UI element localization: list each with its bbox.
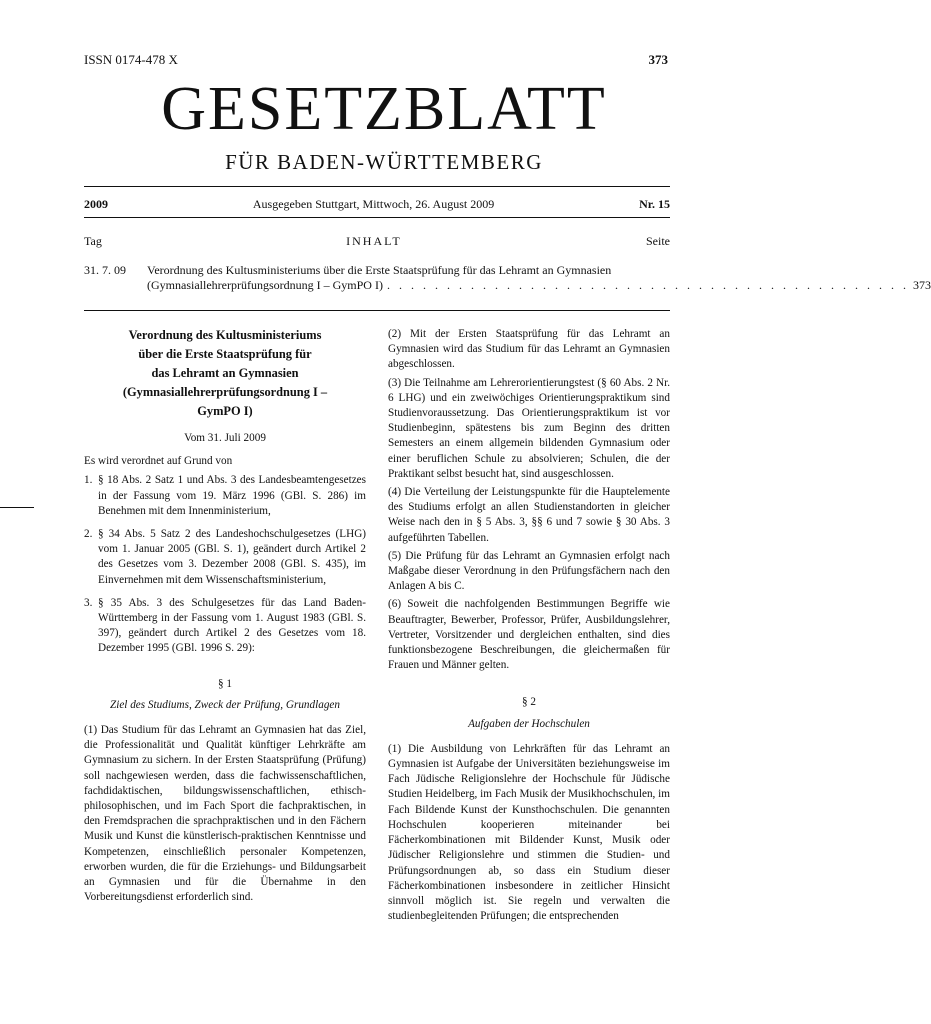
section-1-paragraph: (6) Soweit die nachfolgenden Bestimmungen Begriffe wie Beauftragter, Bewerber, Professor, Prüfer, Ausbildungslehrer, Vertreter, Vorsitzender und dergleichen enthalten, sind dies funktionsbezogene Beschreibungen, die gleichermaßen für Frauen und Männer gelten. [388,598,670,672]
section-1-paragraph: (4) Die Verteilung der Leistungspunkte für die Hauptelemente des Studiums erfolgt an allen Studienstandorten in gleicher Weise nach den in § 5 Abs. 3, §§ 6 und 7 sowie § 30 Abs. 3 aufgeführten Tabellen. [388,486,670,544]
toc-header [84,234,670,249]
regulation-title [94,326,356,421]
toc-entry[interactable] [147,263,931,293]
toc-col-day: Tag [84,234,102,248]
section-2-paragraph: (1) Die Ausbildung von Lehrkräften für das Lehramt an Gymnasien ist Aufgabe der Universitäten beziehungsweise im Fach Jüdische Religionslehre der Hochschule für Jüdische Studien Heidelberg, im Fach Musik der Musikhochschulen, im Fach Bildende Kunst der Kunsthochschulen. Die genannten Hochschulen kooperieren miteinander bei Fächerkombinationen mit Bildender Kunst, Musik oder Jüdischer Religionslehre und stimmen die Studien- und Prüfungsordnungen ab, so dass ein Studium dieser Fächerkombinationen insbesondere in zeitlicher Hinsicht sinnvoll möglich ist. Sie regeln und verwalten die studienbegleitenden Prüfungen; die entsprechenden [388,742,670,923]
regulation-title-line: das Lehramt an Gymnasien [151,366,299,380]
regulation-title-line: Verordnung des Kultusministeriums [128,328,322,342]
issue-year: 2009 [84,197,108,211]
toc-rule [84,310,670,311]
section-1-sign: § 1 [218,677,232,690]
toc-entry-page: 373 [912,278,931,292]
publication-subtitle: FÜR BADEN-WÜRTTEMBERG [225,150,543,174]
header-rule-top [84,186,670,187]
regulation-title-line: GymPO I) [197,404,253,418]
issn-number: ISSN 0174-478 X [84,52,178,67]
issue-meta-row [84,197,670,212]
regulation-title-line: (Gymnasiallehrerprüfungsordnung I – [122,385,328,399]
left-column [84,326,366,908]
section-2-heading: Aufgaben der Hochschulen [468,717,590,730]
regulation-intro: Es wird verordnet auf Grund von [84,455,233,468]
legal-basis-number: 2. [84,528,93,541]
toc-entry-subtitle: (Gymnasiallehrerprüfungsordnung I – GymPO I) [147,278,383,292]
legal-basis-number: 3. [84,596,93,609]
legal-basis-number: 1. [84,474,93,487]
issue-number: Nr. 15 [639,197,670,211]
section-1-paragraph: (1) Das Studium für das Lehramt an Gymnasien hat das Ziel, die Professionalität und Qualität künftiger Lehrkräfte am Gymnasium zu sichern. In der Ersten Staatsprüfung (Prüfung) soll nachgewiesen werden, dass die fachwissenschaftlichen, fachdidaktischen, bildungswissenschaftlichen, ethisch-philosophischen, und im Fach Sport die fachpraktischen, in den Fremdsprachen die sprachpraktischen und in den Fächern Musik und Kunst die künstlerisch-praktischen Kenntnisse und Kompetenzen, einschließlich personaler Kompetenzen, erworben wurden, die für die Erziehungs- und Bildungsarbeit an Gymnasien und für die Übernahme in den Vorbereitungsdienst erforderlich sind. [84,724,366,904]
toc-leader-dots: . . . . . . . . . . . . . . . . . . . . . . . . . . . . . . . . . . . . . . . . . . . . [386,278,909,292]
issue-date: Ausgegeben Stuttgart, Mittwoch, 26. August 2009 [252,197,495,211]
page-number: 373 [648,52,668,67]
legal-basis-item [84,527,366,588]
section-1-paragraph: (3) Die Teilnahme am Lehrerorientierungstest (§ 60 Abs. 2 Nr. 6 LHG) und ein zweiwöchiges Orientierungspraktikum sind Studienvoraussetzung. Das Orientierungspraktikum ist vor Studienbeginn, spätestens bis zum Beginn des dritten Semesters an einem allgemein bildenden Gymnasium oder einer beruflichen Schule zu absolvieren; Schulen, die der Praktikant selbst besucht hat, sind ausgeschlossen. [388,376,670,480]
regulation-date: Vom 31. Juli 2009 [184,432,266,444]
toc-entry-title: Verordnung des Kultusministeriums über die Erste Staatsprüfung für das Lehramt an Gymnasien [147,263,612,277]
regulation-title-line: über die Erste Staatsprüfung für [138,347,312,361]
legal-basis-text: § 34 Abs. 5 Satz 2 des Landeshochschulgesetzes (LHG) vom 1. Januar 2005 (GBl. S. 1), geändert durch Artikel 2 des Gesetzes vom 3. Dezember 2008 (GBl. S. 435), im Einvernehmen mit dem Wissenschaftsministerium, [98,528,366,586]
header-rule-bottom [84,217,670,218]
section-1-paragraph: (5) Die Prüfung für das Lehramt an Gymnasien erfolgt nach Maßgabe dieser Verordnung in den Prüfungsfächern nach den Anlagen A bis C. [388,549,670,593]
section-1-heading: Ziel des Studiums, Zweck der Prüfung, Grundlagen [110,698,340,711]
right-column [388,327,670,927]
toc-col-page: Seite [645,234,670,248]
legal-basis-text: § 35 Abs. 3 des Schulgesetzes für das Land Baden-Württemberg in der Fassung vom 1. August 1983 (GBl. S. 397), geändert durch Artikel 2 des Gesetzes vom 18. Dezember 1995 (GBl. 1996 S. 29): [98,596,366,655]
toc-entry-date: 31. 7. 09 [84,263,126,277]
margin-fold-mark [0,507,34,508]
toc-col-title: INHALT [346,234,402,248]
legal-basis-text: § 18 Abs. 2 Satz 1 und Abs. 3 des Landesbeamtengesetzes in der Fassung vom 19. März 1996 (GBl. S. 286) im Benehmen mit dem Innenministerium, [98,474,366,517]
section-1-paragraph: (2) Mit der Ersten Staatsprüfung für das Lehramt an Gymnasien wird das Studium für das Lehramt an Gymnasien abgeschlossen. [388,328,670,371]
legal-basis-item [84,596,366,657]
publication-title: GESETZBLATT [161,75,607,143]
section-2-sign: § 2 [522,696,536,709]
legal-basis-item [84,473,366,519]
